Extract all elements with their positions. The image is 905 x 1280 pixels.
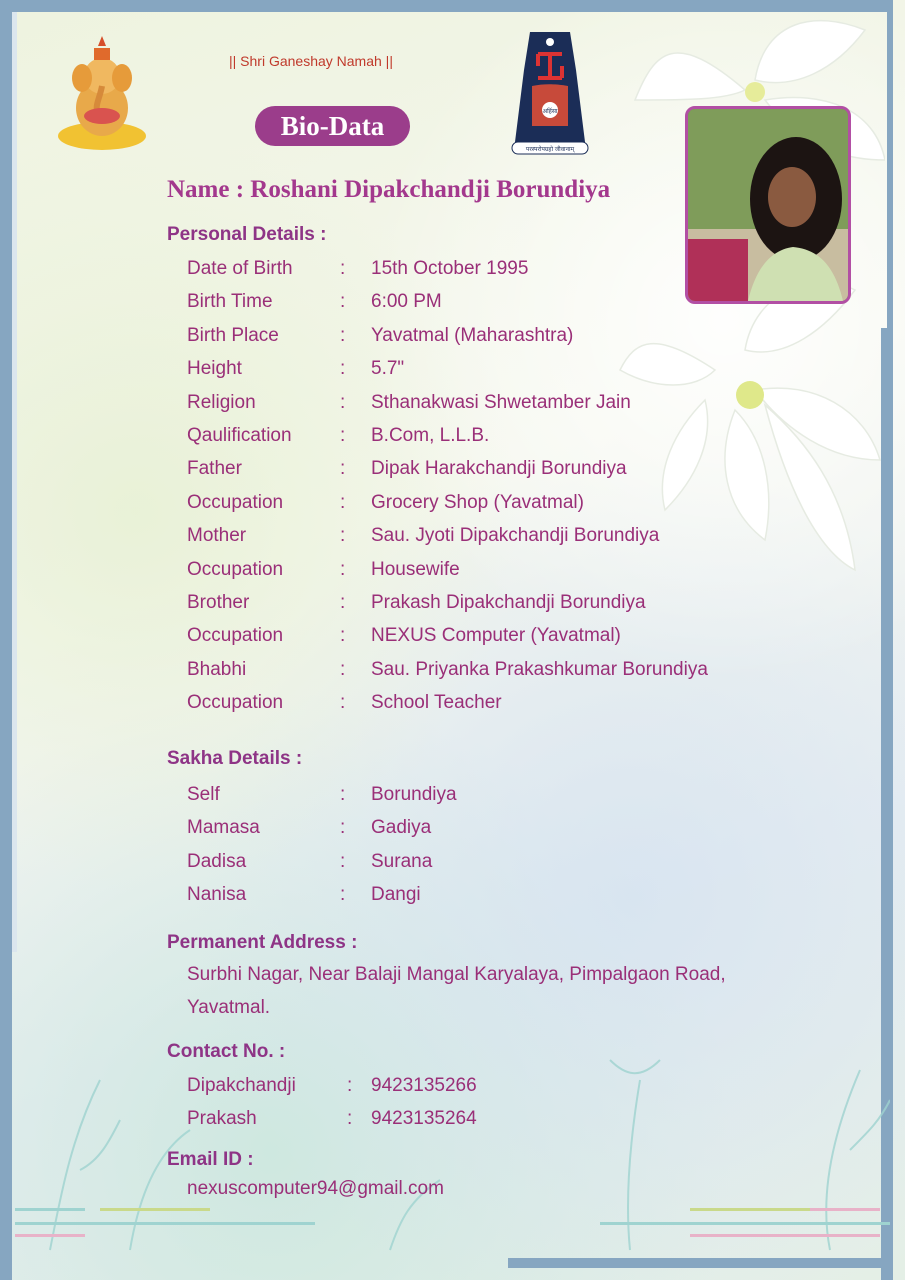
detail-separator: :: [340, 291, 346, 313]
detail-separator: :: [340, 592, 346, 613]
detail-separator: :: [340, 391, 346, 413]
detail-label: Occupation: [187, 625, 284, 647]
detail-value: Dipak Harakchandji Borundiya: [371, 458, 627, 480]
portrait-image: [688, 109, 848, 301]
detail-label: Brother: [187, 592, 250, 613]
detail-value: 9423135266: [371, 1075, 477, 1096]
detail-value: Sau. Jyoti Dipakchandji Borundiya: [371, 525, 660, 547]
detail-separator: :: [347, 1108, 353, 1129]
detail-value: Sthanakwasi Shwetamber Jain: [371, 391, 631, 413]
detail-separator: :: [340, 458, 346, 480]
contact-heading: Contact No. :: [167, 1041, 286, 1062]
symbol-caption: परस्परोपग्रहो जीवानाम्: [525, 147, 575, 153]
detail-label: Nanisa: [187, 883, 247, 905]
address-heading: Permanent Address :: [167, 932, 358, 953]
address-text: [187, 958, 827, 1024]
detail-label: Birth Place: [187, 324, 279, 346]
detail-label: Birth Time: [187, 291, 273, 313]
detail-label: Father: [187, 458, 242, 480]
detail-separator: :: [340, 558, 346, 580]
detail-label: Occupation: [187, 692, 284, 714]
detail-value: B.Com, L.L.B.: [371, 425, 490, 446]
detail-separator: :: [340, 491, 346, 513]
detail-value: 9423135264: [371, 1108, 477, 1129]
detail-separator: :: [340, 817, 346, 839]
detail-value: Housewife: [371, 558, 460, 580]
detail-value: Borundiya: [371, 784, 457, 805]
detail-label: Occupation: [187, 491, 284, 513]
detail-label: Bhabhi: [187, 658, 247, 680]
detail-separator: :: [340, 658, 346, 680]
profile-photo: [685, 106, 851, 304]
address-line-1: Surbhi Nagar, Near Balaji Mangal Karyalaya, Pimpalgaon Road,: [187, 964, 726, 985]
detail-value: 15th October 1995: [371, 258, 529, 279]
detail-value: Gadiya: [371, 817, 432, 839]
detail-separator: :: [340, 850, 346, 872]
detail-separator: :: [340, 324, 346, 346]
detail-value: School Teacher: [371, 692, 502, 714]
personal-details-heading: Personal Details :: [167, 224, 327, 245]
detail-separator: :: [340, 625, 346, 647]
detail-label: Qaulification: [187, 425, 292, 446]
detail-label: Prakash: [187, 1108, 257, 1129]
detail-separator: :: [340, 692, 346, 714]
email-value[interactable]: nexuscomputer94@gmail.com: [187, 1178, 444, 1199]
detail-label: Dipakchandji: [187, 1075, 296, 1096]
detail-separator: :: [340, 358, 346, 380]
detail-separator: :: [340, 525, 346, 547]
detail-separator: :: [340, 425, 346, 446]
symbol-center-text: अहिंसा: [542, 109, 558, 115]
detail-label: Occupation: [187, 558, 284, 580]
detail-separator: :: [340, 784, 346, 805]
frame-right-bar: [887, 0, 893, 330]
invocation-text: || Shri Ganeshay Namah ||: [229, 53, 393, 69]
detail-label: Mother: [187, 525, 247, 547]
detail-label: Date of Birth: [187, 258, 293, 279]
detail-label: Mamasa: [187, 817, 260, 839]
detail-value: Dangi: [371, 883, 421, 905]
ganesha-icon: [54, 36, 150, 156]
detail-label: Religion: [187, 391, 256, 413]
detail-value: Prakash Dipakchandji Borundiya: [371, 592, 646, 613]
candidate-name: Name : Roshani Dipakchandji Borundiya: [167, 176, 611, 203]
detail-value: Grocery Shop (Yavatmal): [371, 491, 584, 513]
detail-separator: :: [347, 1075, 353, 1096]
detail-value: NEXUS Computer (Yavatmal): [371, 625, 621, 647]
plant-decoration: [10, 1020, 890, 1260]
detail-label: Height: [187, 358, 242, 380]
frame-inner-left: [12, 12, 17, 952]
detail-value: Sau. Priyanka Prakashkumar Borundiya: [371, 658, 708, 680]
detail-label: Dadisa: [187, 850, 247, 872]
detail-value: Surana: [371, 850, 433, 872]
detail-separator: :: [340, 883, 346, 905]
detail-value: 5.7": [371, 358, 405, 380]
detail-separator: :: [340, 258, 346, 279]
sakha-details-heading: Sakha Details :: [167, 748, 303, 769]
biodata-badge: Bio-Data: [255, 106, 410, 146]
jain-symbol-icon: [510, 30, 590, 160]
email-heading: Email ID :: [167, 1149, 254, 1170]
detail-value: Yavatmal (Maharashtra): [371, 324, 574, 346]
detail-label: Self: [187, 784, 220, 805]
address-line-2: Yavatmal.: [187, 997, 271, 1018]
detail-value: 6:00 PM: [371, 291, 442, 313]
